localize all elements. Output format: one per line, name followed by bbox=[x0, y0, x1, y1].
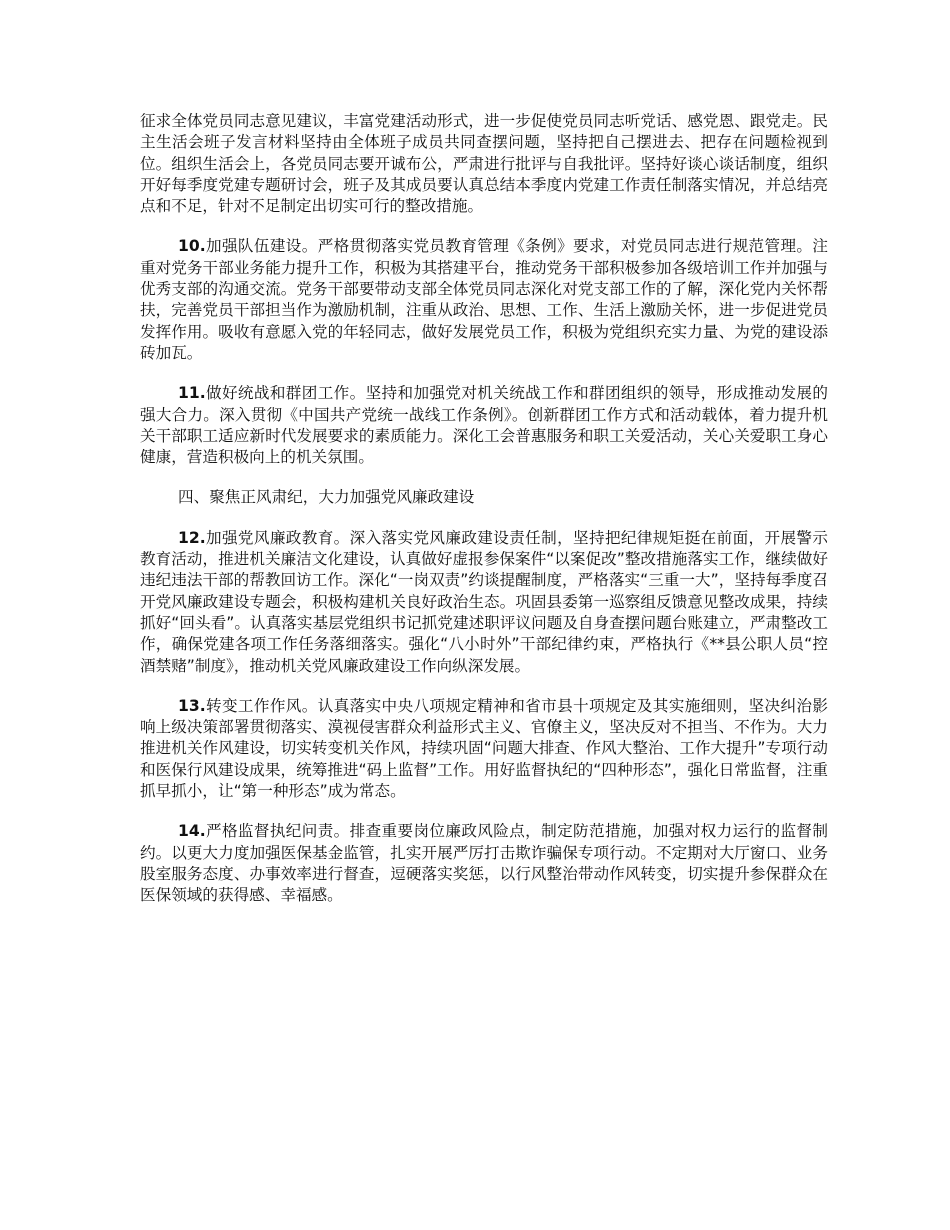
paragraph-item-12 bbox=[140, 528, 828, 677]
paragraph-text: 严格监督执纪问责。排查重要岗位廉政风险点，制定防范措施，加强对权力运行的监督制约。以更大力度加强医保基金监管，扎实开展严厉打击欺诈骗保专项行动。不定期对大厅窗口、业务股室服务态度、办事效率进行督查，逗硬落实奖惩，以行风整治带动作风转变，切实提升参保群众在医保领域的获得感、幸福感。 bbox=[140, 822, 828, 905]
paragraph-text: 加强党风廉政教育。深入落实党风廉政建设责任制，坚持把纪律规矩挺在前面，开展警示教育活动，推进机关廉洁文化建设，认真做好虚报参保案件“以案促改”整改措施落实工作，继续做好违纪违法干部的帮教回访工作。深化“一岗双责”约谈提醒制度，严格落实“三重一大”，坚持每季度召开党风廉政建设专题会，积极构建机关良好政治生态。巩固县委第一巡察组反馈意见整改成果，持续抓好“回头看”。认真落实基层党组织书记抓党建述职评议问题及自身查摆问题台账建立，严肃整改工作，确保党建各项工作任务落细落实。强化“八小时外”干部纪律约束，严格执行《**县公职人员“控酒禁赌”制度》，推动机关党风廉政建设工作向纵深发展。 bbox=[140, 528, 828, 675]
item-number: 10. bbox=[178, 237, 206, 256]
paragraph-text: 征求全体党员同志意见建议，丰富党建活动形式，进一步促使党员同志听党话、感党恩、跟党走。民主生活会班子发言材料坚持由全体班子成员共同查摆问题，坚持把自己摆进去、把存在问题检视到位。组织生活会上，各党员同志要开诚布公，严肃进行批评与自我批评。坚持好谈心谈话制度，组织开好每季度党建专题研讨会，班子及其成员要认真总结本季度内党建工作责任制落实情况，并总结亮点和不足，针对不足制定出切实可行的整改措施。 bbox=[140, 112, 828, 216]
item-number: 11. bbox=[178, 384, 206, 403]
paragraph-item-10 bbox=[140, 236, 828, 364]
paragraph-continuation bbox=[140, 111, 828, 217]
paragraph-item-13 bbox=[140, 696, 828, 802]
paragraph-text: 加强队伍建设。严格贯彻落实党员教育管理《条例》要求，对党员同志进行规范管理。注重对党务干部业务能力提升工作，积极为其搭建平台，推动党务干部积极参加各级培训工作并加强与优秀支部的沟通交流。党务干部要带动支部全体党员同志深化对党支部工作的了解，深化党内关怀帮扶，完善党员干部担当作为激励机制，注重从政治、思想、工作、生活上激励关怀，进一步促进党员发挥作用。吸收有意愿入党的年轻同志，做好发展党员工作，积极为党组织充实力量、为党的建设添砖加瓦。 bbox=[140, 237, 828, 362]
document-page bbox=[140, 111, 828, 926]
paragraph-item-14 bbox=[140, 821, 828, 906]
paragraph-text: 转变工作作风。认真落实中央八项规定精神和省市县十项规定及其实施细则，坚决纠治影响上级决策部署贯彻落实、漠视侵害群众利益形式主义、官僚主义，坚决反对不担当、不作为。大力推进机关作风建设，切实转变机关作风，持续巩固“问题大排查、作风大整治、工作大提升”专项行动和医保行风建设成果，统筹推进“码上监督”工作。用好监督执纪的“四种形态”，强化日常监督，注重抓早抓小，让“第一种形态”成为常态。 bbox=[140, 696, 828, 801]
section-heading: 四、聚焦正风肃纪，大力加强党风廉政建设 bbox=[178, 488, 475, 507]
item-number: 13. bbox=[178, 696, 206, 715]
paragraph-text: 做好统战和群团工作。坚持和加强党对机关统战工作和群团组织的领导，形成推动发展的强大合力。深入贯彻《中国共产党统一战线工作条例》。创新群团工作方式和活动载体，着力提升机关干部职工适应新时代发展要求的素质能力。深化工会普惠服务和职工关爱活动，关心关爱职工身心健康，营造积极向上的机关氛围。 bbox=[140, 384, 828, 467]
item-number: 12. bbox=[178, 528, 206, 547]
item-number: 14. bbox=[178, 822, 206, 841]
paragraph-item-11 bbox=[140, 383, 828, 468]
